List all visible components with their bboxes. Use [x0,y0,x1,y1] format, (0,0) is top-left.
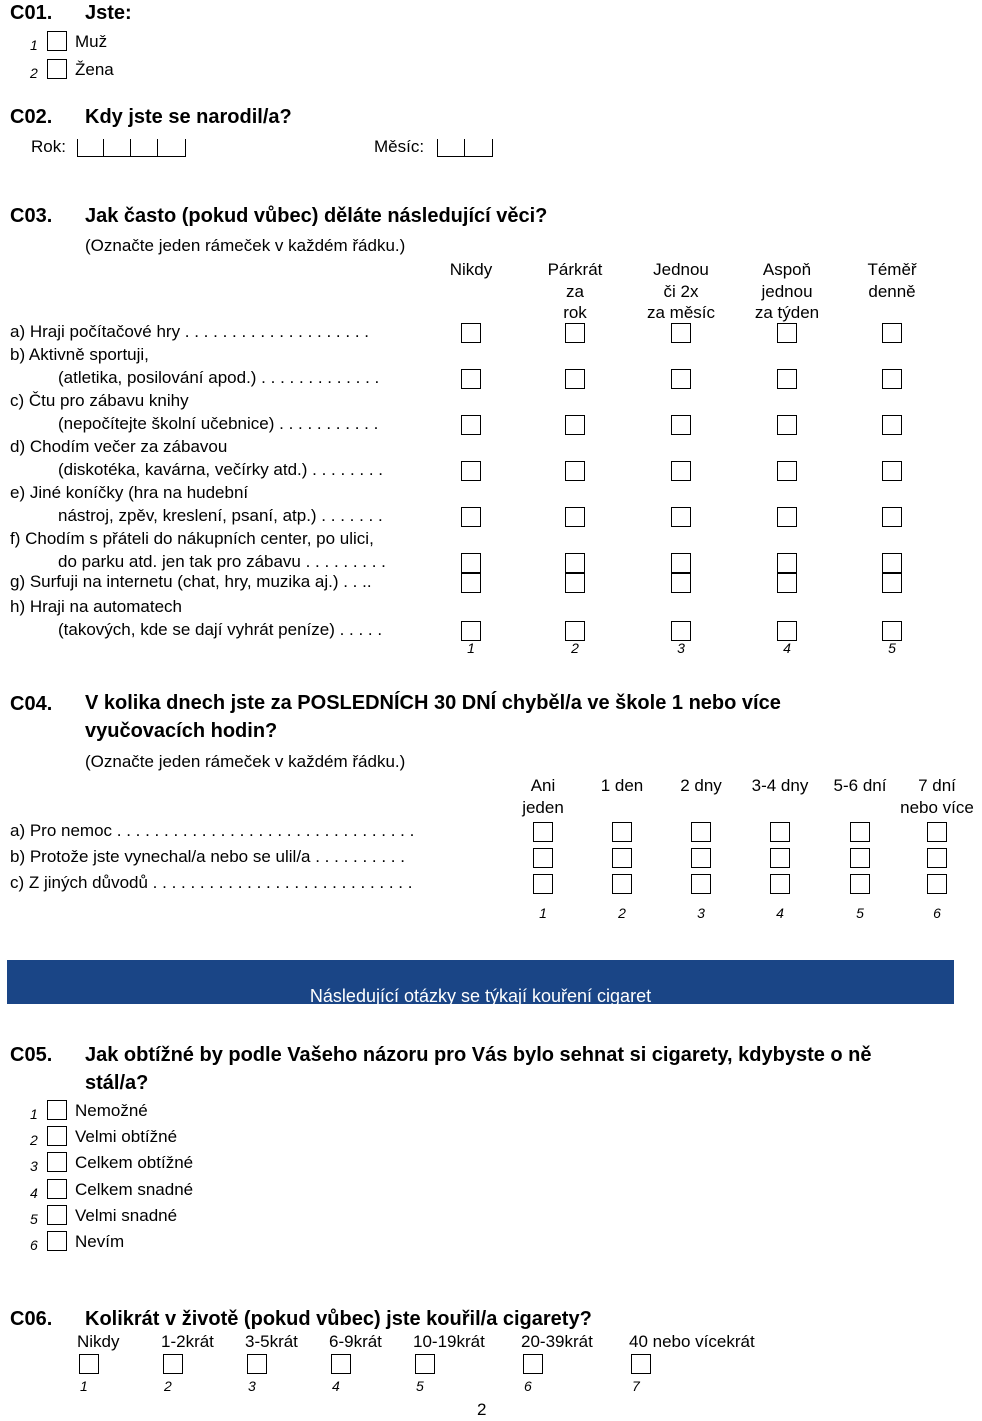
column-header: 7 dní [918,776,956,795]
question-number-c04: C04. [10,693,53,715]
question-title-c05-line2: stál/a? [85,1072,149,1094]
option-code: 5 [30,1211,38,1227]
option-label: Nevím [75,1232,125,1251]
absence-reason-label: a) Pro nemoc . . . . . . . . . . . . . . . . . . . . . . . . . . . . . . . . [10,821,415,840]
year-input[interactable] [77,139,186,157]
column-header: Téměř [867,260,917,279]
option-code: 5 [416,1378,424,1394]
frequency-checkbox[interactable] [565,461,585,481]
option-label: Nemožné [75,1101,148,1120]
option-label: Celkem snadné [75,1180,194,1199]
column-header: 3-4 dny [751,776,809,795]
column-code: 3 [697,905,705,921]
frequency-checkbox[interactable] [565,573,585,593]
question-number-c05: C05. [10,1044,53,1066]
absence-reason-label: b) Protože jste vynechal/a nebo se ulil/a . . . . . . . . . . [10,847,405,866]
activity-label: (diskotéka, kavárna, večírky atd.) . . . . . . . . [58,460,384,479]
question-title-c06: Kolikrát v životě (pokud vůbec) jste kouřil/a cigarety? [85,1308,592,1330]
option-code: 1 [80,1378,88,1394]
frequency-checkbox[interactable] [882,507,902,527]
frequency-checkbox[interactable] [777,621,797,641]
absence-checkbox[interactable] [850,822,870,842]
difficulty-checkbox[interactable] [47,1126,67,1146]
option-code: 2 [30,65,38,81]
question-title-c04-line2: vyučovacích hodin? [85,720,278,742]
frequency-checkbox[interactable] [565,323,585,343]
frequency-checkbox[interactable] [882,323,902,343]
frequency-checkbox[interactable] [671,621,691,641]
smoking-frequency-checkbox[interactable] [79,1354,99,1374]
column-code: 5 [856,905,864,921]
smoking-frequency-checkbox[interactable] [331,1354,351,1374]
option-label: Muž [75,32,108,51]
frequency-checkbox[interactable] [777,369,797,389]
activity-label: b) Aktivně sportuji, [10,345,149,364]
frequency-checkbox[interactable] [565,415,585,435]
frequency-checkbox[interactable] [565,369,585,389]
frequency-checkbox[interactable] [882,369,902,389]
smoking-frequency-checkbox[interactable] [631,1354,651,1374]
absence-checkbox[interactable] [612,874,632,894]
absence-checkbox[interactable] [533,822,553,842]
option-label: Žena [75,60,114,79]
frequency-checkbox[interactable] [461,369,481,389]
frequency-checkbox[interactable] [882,461,902,481]
page-number: 2 [477,1400,487,1419]
option-code: 3 [30,1158,38,1174]
gender-checkbox[interactable] [47,59,67,79]
absence-checkbox[interactable] [612,822,632,842]
absence-checkbox[interactable] [927,822,947,842]
column-header: či 2x [663,281,699,301]
option-label: 10-19krát [413,1332,485,1351]
frequency-checkbox[interactable] [777,507,797,527]
question-title-c04-line1: V kolika dnech jste za POSLEDNÍCH 30 DNÍ chyběl/a ve škole 1 nebo více [85,692,781,714]
difficulty-checkbox[interactable] [47,1179,67,1199]
question-title-c03: Jak často (pokud vůbec) děláte následující věci? [85,205,548,227]
frequency-checkbox[interactable] [565,621,585,641]
activity-label: f) Chodím s přáteli do nákupních center, po ulici, [10,529,374,548]
activity-label: nástroj, zpěv, kreslení, psaní, atp.) . . . . . . . [58,506,383,525]
frequency-checkbox[interactable] [777,415,797,435]
option-code: 2 [164,1378,172,1394]
column-header: Párkrát [547,260,603,279]
option-code: 6 [30,1237,38,1253]
column-header: za [566,281,584,301]
absence-checkbox[interactable] [612,848,632,868]
absence-checkbox[interactable] [770,848,790,868]
absence-checkbox[interactable] [927,848,947,868]
column-header: denně [868,281,916,301]
activity-label: d) Chodím večer za zábavou [10,437,228,456]
section-banner-text: Následující otázky se týkají kouření cigaret [309,986,652,1006]
column-header: rok [563,303,587,322]
absence-reason-label: c) Z jiných důvodů . . . . . . . . . . . . . . . . . . . . . . . . . . . . [10,873,413,892]
absence-checkbox[interactable] [770,822,790,842]
column-header: 1 den [600,776,644,795]
option-code: 1 [30,1106,38,1122]
question-number-c02: C02. [10,106,53,128]
gender-checkbox[interactable] [47,31,67,51]
month-label: Měsíc: [374,137,425,156]
option-code: 2 [30,1132,38,1148]
question-number-c03: C03. [10,205,53,227]
option-label: Nikdy [77,1332,120,1351]
absence-checkbox[interactable] [533,848,553,868]
instruction-c04: (Označte jeden rámeček v každém řádku.) [85,752,406,771]
column-header: Aspoň [762,260,812,279]
absence-checkbox[interactable] [691,848,711,868]
absence-checkbox[interactable] [850,848,870,868]
activity-label: a) Hraji počítačové hry . . . . . . . . . . . . . . . . . . . . [10,322,369,341]
option-code: 7 [632,1378,640,1394]
frequency-checkbox[interactable] [565,507,585,527]
absence-checkbox[interactable] [770,874,790,894]
activity-label: (atletika, posilování apod.) . . . . . . . . . . . . . [58,368,380,387]
smoking-frequency-checkbox[interactable] [163,1354,183,1374]
option-code: 1 [30,37,38,53]
frequency-checkbox[interactable] [777,323,797,343]
activity-label: g) Surfuji na internetu (chat, hry, muzika aj.) . . .. [10,572,372,591]
frequency-checkbox[interactable] [671,507,691,527]
absence-checkbox[interactable] [691,822,711,842]
column-header: Nikdy [449,260,493,279]
frequency-checkbox[interactable] [777,461,797,481]
column-header: jednou [761,281,813,301]
option-label: 40 nebo vícekrát [629,1332,755,1351]
absence-checkbox[interactable] [691,874,711,894]
column-code: 3 [677,640,685,656]
frequency-checkbox[interactable] [565,553,585,573]
frequency-checkbox[interactable] [671,415,691,435]
frequency-checkbox[interactable] [461,621,481,641]
option-label: Velmi obtížné [75,1127,178,1146]
option-label: 3-5krát [245,1332,298,1351]
absence-checkbox[interactable] [533,874,553,894]
difficulty-checkbox[interactable] [47,1100,67,1120]
question-number-c01: C01. [10,2,53,24]
year-label: Rok: [31,137,66,156]
option-label: Celkem obtížné [75,1153,194,1172]
month-input[interactable] [437,139,493,157]
question-title-c02: Kdy jste se narodil/a? [85,106,292,128]
frequency-checkbox[interactable] [461,507,481,527]
frequency-checkbox[interactable] [882,553,902,573]
difficulty-checkbox[interactable] [47,1205,67,1225]
smoking-frequency-checkbox[interactable] [247,1354,267,1374]
frequency-checkbox[interactable] [671,323,691,343]
smoking-frequency-checkbox[interactable] [523,1354,543,1374]
frequency-checkbox[interactable] [461,415,481,435]
option-code: 4 [332,1378,340,1394]
difficulty-checkbox[interactable] [47,1152,67,1172]
option-label: 1-2krát [161,1332,214,1351]
frequency-checkbox[interactable] [882,573,902,593]
column-code: 2 [618,905,626,921]
frequency-checkbox[interactable] [461,461,481,481]
frequency-checkbox[interactable] [777,553,797,573]
column-header: za týden [754,303,820,322]
frequency-checkbox[interactable] [882,621,902,641]
activity-label: (nepočítejte školní učebnice) . . . . . . . . . . . [58,414,379,433]
frequency-checkbox[interactable] [777,573,797,593]
frequency-checkbox[interactable] [671,573,691,593]
activity-label: do parku atd. jen tak pro zábavu . . . . . . . . . [58,552,386,571]
activity-label: c) Čtu pro zábavu knihy [10,391,189,410]
option-code: 4 [30,1185,38,1201]
activity-label: h) Hraji na automatech [10,597,182,616]
activity-label: e) Jiné koníčky (hra na hudební [10,483,249,502]
column-code: 1 [467,640,475,656]
column-header: 5-6 dní [833,776,887,795]
option-label: Velmi snadné [75,1206,178,1225]
frequency-checkbox[interactable] [671,553,691,573]
question-title-c01: Jste: [85,2,132,24]
column-code: 2 [571,640,579,656]
frequency-checkbox[interactable] [671,461,691,481]
column-code: 4 [776,905,784,921]
column-header: za měsíc [646,303,716,322]
option-code: 6 [524,1378,532,1394]
column-header: nebo více [900,797,974,817]
option-code: 3 [248,1378,256,1394]
frequency-checkbox[interactable] [461,573,481,593]
section-banner [7,960,954,1004]
column-header: jeden [522,797,564,817]
difficulty-checkbox[interactable] [47,1231,67,1251]
column-code: 1 [539,905,547,921]
column-code: 6 [933,905,941,921]
activity-label: (takových, kde se dají vyhrát peníze) . . . . . [58,620,383,639]
smoking-frequency-checkbox[interactable] [415,1354,435,1374]
column-header: 2 dny [680,776,722,795]
absence-checkbox[interactable] [927,874,947,894]
column-code: 4 [783,640,791,656]
frequency-checkbox[interactable] [671,369,691,389]
option-label: 20-39krát [521,1332,593,1351]
frequency-checkbox[interactable] [461,323,481,343]
instruction-c03: (Označte jeden rámeček v každém řádku.) [85,236,406,255]
question-number-c06: C06. [10,1308,53,1330]
absence-checkbox[interactable] [850,874,870,894]
column-code: 5 [888,640,896,656]
column-header: Jednou [653,260,709,279]
frequency-checkbox[interactable] [882,415,902,435]
option-label: 6-9krát [329,1332,382,1351]
column-header: Ani [530,776,556,795]
question-title-c05-line1: Jak obtížné by podle Vašeho názoru pro Vás bylo sehnat si cigarety, kdybyste o ně [85,1044,872,1066]
frequency-checkbox[interactable] [461,553,481,573]
